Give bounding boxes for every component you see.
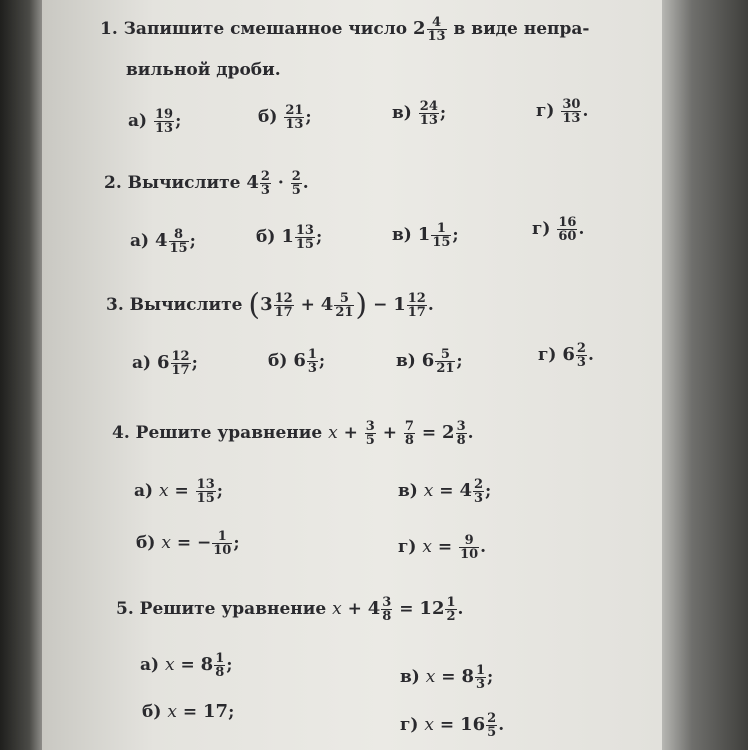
- page-edge-shadow: [662, 0, 748, 750]
- problem-1-option-v[interactable]: в) $\frac{24}{13}$ ;: [392, 99, 447, 128]
- problem-3-statement: 3. Вычислите (3 $\frac{12}{17}$ + 4 $\frac{5}{21}$ ) − 1 $\frac{12}{17}$ .: [106, 287, 434, 323]
- problem-1-statement-line2: вильной дроби.: [126, 60, 281, 80]
- problem-1-option-a[interactable]: а) $\frac{19}{13}$ ;: [128, 107, 182, 136]
- problem-3-option-a[interactable]: а) 6 $\frac{12}{17}$ ;: [132, 349, 198, 378]
- problem-5-statement: 5. Решите уравнение x + 4 $\frac{3}{8}$ = 12 $\frac{1}{2}$ .: [116, 595, 464, 624]
- problem-1-statement: 1. Запишите смешанное число 2 $\frac{4}{13}$ в виде непра-: [100, 15, 590, 44]
- problem-4-option-v[interactable]: в) x = 4 $\frac{2}{3}$ ;: [398, 477, 492, 506]
- problem-4-option-b[interactable]: б) x = − $\frac{1}{10}$ ;: [136, 529, 240, 558]
- problem-1-option-g[interactable]: г) $\frac{30}{13}$ .: [536, 97, 589, 126]
- problem-2-option-a[interactable]: а) 4 $\frac{8}{15}$ ;: [130, 227, 196, 256]
- problem-5-option-a[interactable]: а) x = 8 $\frac{1}{8}$ ;: [140, 651, 233, 680]
- problem-3-option-v[interactable]: в) 6 $\frac{5}{21}$ ;: [396, 347, 463, 376]
- problem-2-option-g[interactable]: г) $\frac{16}{60}$ .: [532, 215, 585, 244]
- problem-2-option-b[interactable]: б) 1 $\frac{13}{15}$ ;: [256, 223, 323, 252]
- problem-4-option-a[interactable]: а) x = $\frac{13}{15}$ ;: [134, 477, 224, 506]
- problem-5-option-v[interactable]: в) x = 8 $\frac{1}{3}$ ;: [400, 663, 494, 692]
- problem-3-option-g[interactable]: г) 6 $\frac{2}{3}$ .: [538, 341, 594, 370]
- problem-4-statement: 4. Решите уравнение x + $\frac{3}{5}$ + $\frac{7}{8}$ = 2 $\frac{3}{8}$ .: [112, 419, 474, 448]
- problem-2-statement: 2. Вычислите 4 $\frac{2}{3}$ · $\frac{2}{5}$ .: [104, 169, 309, 198]
- problem-4-option-g[interactable]: г) x = $\frac{9}{10}$ .: [398, 533, 487, 562]
- problem-2-option-v[interactable]: в) 1 $\frac{1}{15}$ ;: [392, 221, 459, 250]
- problem-5-option-g[interactable]: г) x = 16 $\frac{2}{5}$ .: [400, 711, 505, 740]
- book-binding-shadow: [0, 0, 42, 750]
- problem-3-option-b[interactable]: б) 6 $\frac{1}{3}$ ;: [268, 347, 326, 376]
- problem-5-option-b[interactable]: б) x = 17;: [142, 701, 235, 722]
- problem-1-option-b[interactable]: б) $\frac{21}{13}$ ;: [258, 103, 312, 132]
